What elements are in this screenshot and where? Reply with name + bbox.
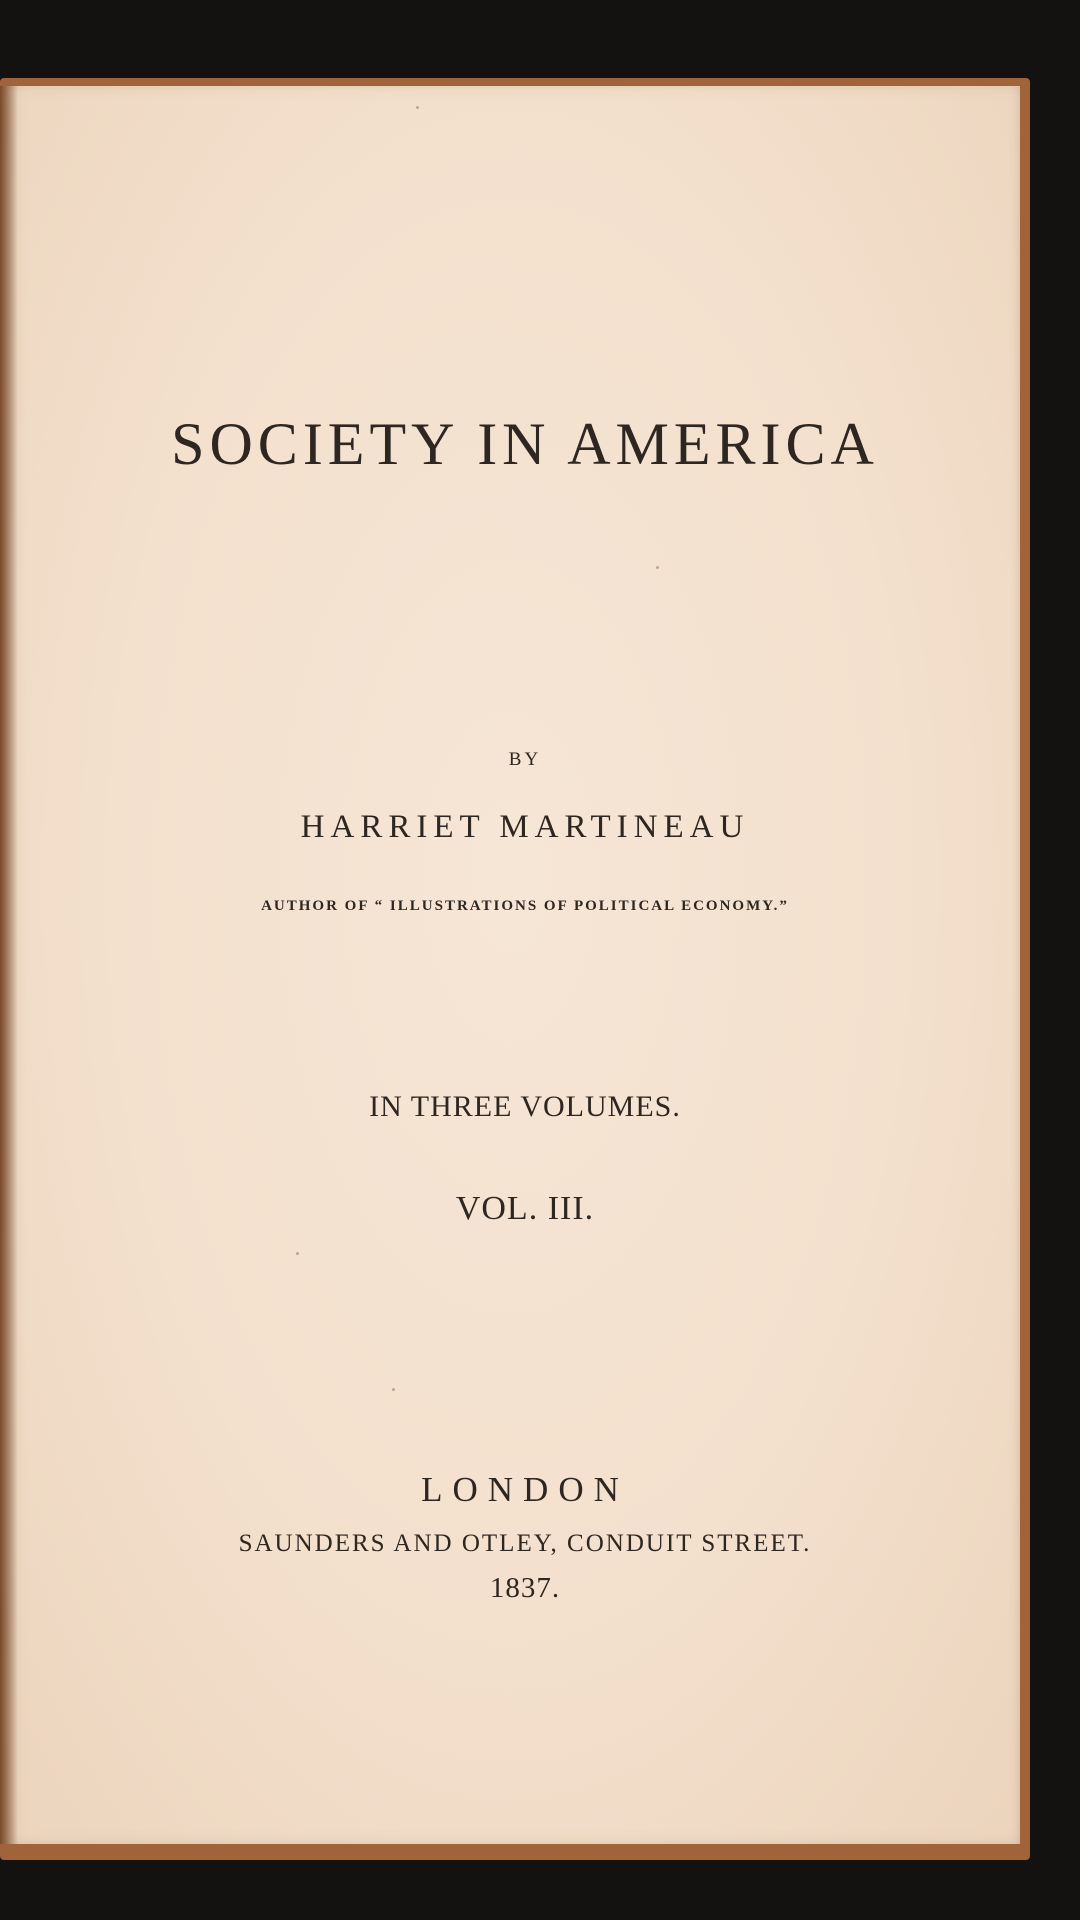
author-name: HARRIET MARTINEAU [300,809,750,845]
volume-number: VOL. III. [455,1190,595,1227]
edition-note: IN THREE VOLUMES. [369,1090,681,1123]
paper-speck [296,1252,299,1255]
paper-speck [392,1388,395,1391]
publication-year: 1837. [489,1572,561,1604]
publisher-name: SAUNDERS AND OTLEY, CONDUIT STREET. [238,1530,812,1557]
paper-speck [416,106,419,109]
paper-speck [656,566,659,569]
byline-label: BY [508,749,542,770]
author-credentials: AUTHOR OF “ ILLUSTRATIONS OF POLITICAL ECONOMY.” [261,898,789,914]
publication-place: LONDON [421,1470,629,1509]
book-title: SOCIETY IN AMERICA [171,411,879,477]
